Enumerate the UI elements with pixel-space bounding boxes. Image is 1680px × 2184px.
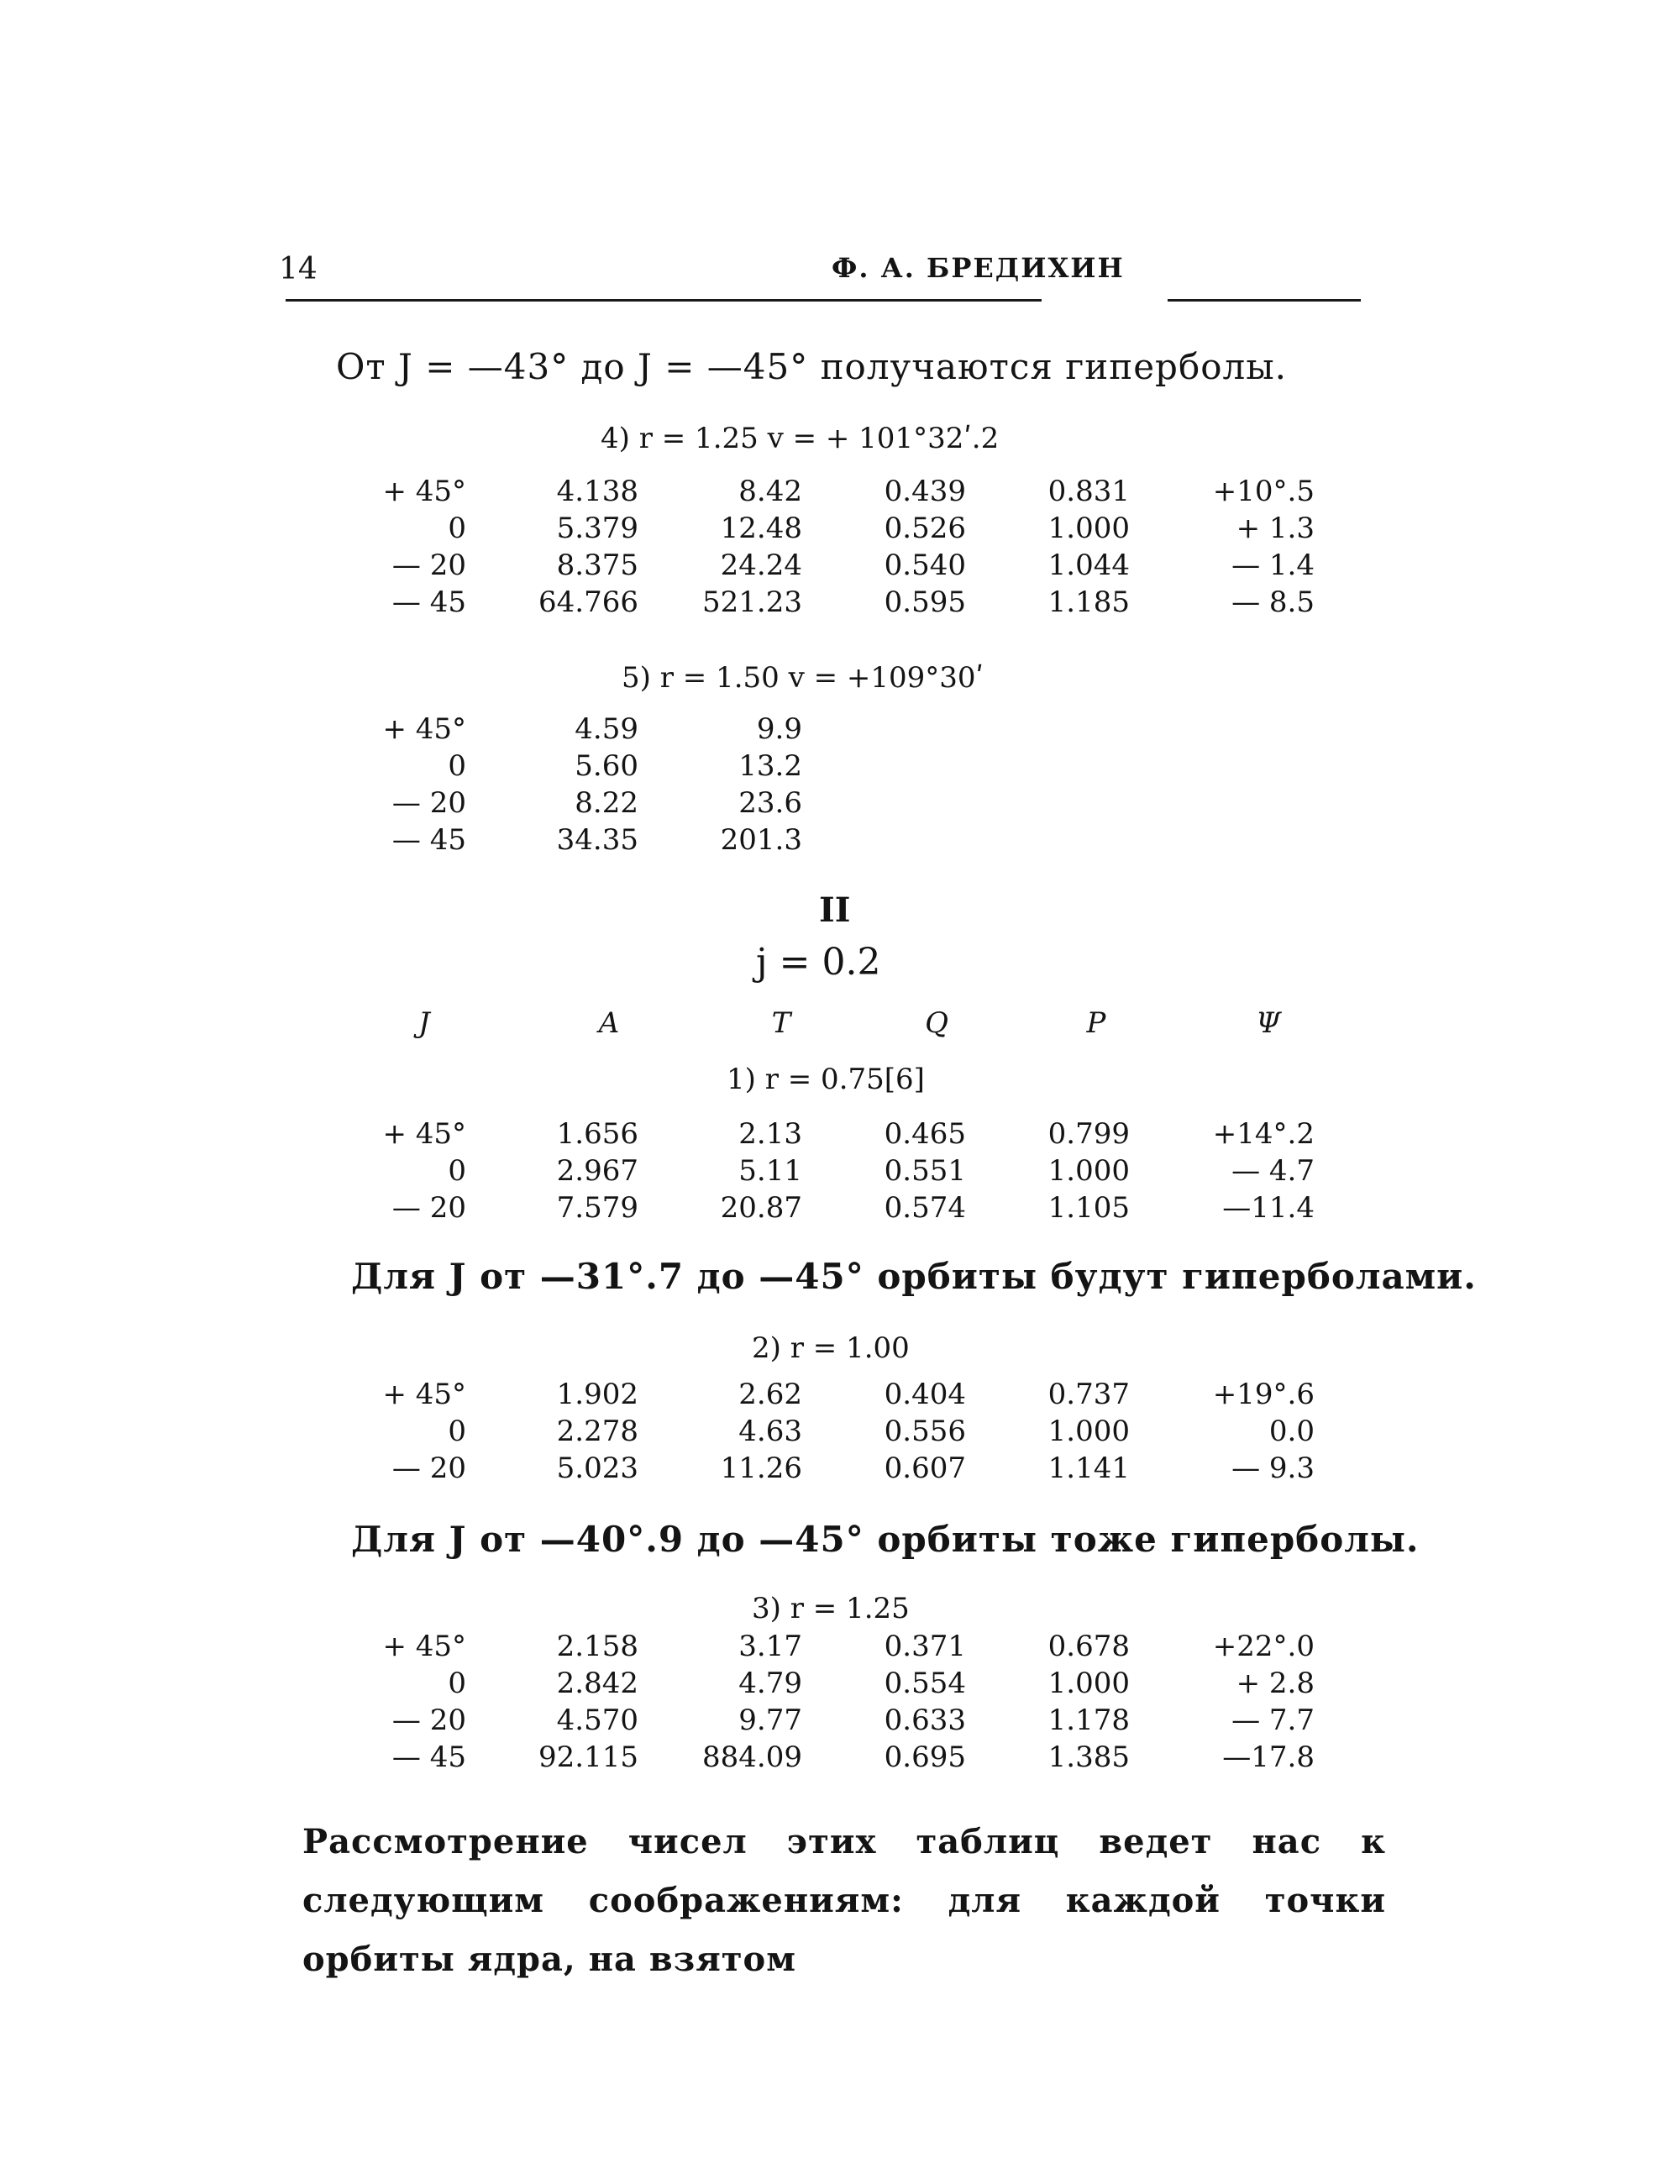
header-rule — [286, 299, 1042, 302]
table-cell: — 45 — [391, 585, 466, 619]
table-cell: 1.902 — [556, 1378, 638, 1411]
table-cell: 4.59 — [575, 712, 638, 746]
table-row — [0, 1191, 1680, 1228]
table-cell: — 45 — [391, 823, 466, 857]
table-cell: 7.579 — [556, 1191, 638, 1225]
table-row — [0, 1452, 1680, 1488]
table-cell: 2.842 — [556, 1667, 638, 1700]
table-cell: 0 — [448, 512, 466, 545]
table-cell: 4.570 — [556, 1704, 638, 1737]
note1: Для J от —31°.7 до —45° орбиты будут гиперболами. — [351, 1256, 1477, 1297]
table-cell: 0.526 — [884, 512, 966, 545]
column-header: T — [771, 1006, 791, 1040]
table-cell: 64.766 — [538, 585, 638, 619]
table-cell: 0.595 — [884, 585, 966, 619]
table5-caption: 5) r = 1.50 v = +109°30ʹ — [622, 661, 984, 695]
table-cell: 201.3 — [720, 823, 802, 857]
table-cell: — 8.5 — [1231, 585, 1315, 619]
closing-paragraph: Рассмотрение чисел этих таблиц ведет нас к следующим соображениям: для каждой точки орбиты ядра, на взятом — [302, 1822, 1386, 1979]
table2-caption: 2) r = 1.00 — [752, 1331, 910, 1365]
table-cell: +22°.0 — [1212, 1630, 1315, 1663]
j-value: j = 0.2 — [756, 941, 881, 984]
table-cell: 1.000 — [1047, 1667, 1130, 1700]
table-row — [0, 1378, 1680, 1415]
intro-line: От J = —43° до J = —45° получаются гиперболы. — [336, 346, 1287, 387]
table-cell: — 20 — [391, 1704, 466, 1737]
table-cell: 8.42 — [738, 475, 802, 508]
table-cell: —17.8 — [1222, 1740, 1315, 1774]
table1-caption: 1) r = 0.75[6] — [727, 1063, 925, 1096]
table-row — [0, 585, 1680, 622]
table-cell: + 45° — [382, 1630, 466, 1663]
table-cell: 5.11 — [738, 1154, 802, 1188]
table-cell: 4.79 — [738, 1667, 802, 1700]
table-cell: 2.278 — [556, 1415, 638, 1448]
table-cell: 2.13 — [738, 1117, 802, 1151]
note2: Для J от —40°.9 до —45° орбиты тоже гиперболы. — [351, 1519, 1420, 1560]
table-row — [0, 1415, 1680, 1452]
table-cell: — 45 — [391, 1740, 466, 1774]
table-cell: 0.695 — [884, 1740, 966, 1774]
table-cell: 0.678 — [1047, 1630, 1130, 1663]
table-cell: 1.000 — [1047, 1415, 1130, 1448]
table-cell: 1.044 — [1047, 549, 1130, 582]
column-header: J — [418, 1006, 430, 1040]
table-cell: 8.22 — [575, 786, 638, 820]
table-cell: 13.2 — [738, 749, 802, 783]
table-cell: +14°.2 — [1212, 1117, 1315, 1151]
table-cell: + 45° — [382, 1378, 466, 1411]
table-cell: 4.138 — [556, 475, 638, 508]
table-cell: 0 — [448, 1667, 466, 1700]
table-cell: 34.35 — [556, 823, 638, 857]
table-cell: +19°.6 — [1212, 1378, 1315, 1411]
table-cell: 23.6 — [738, 786, 802, 820]
table-row — [0, 1704, 1680, 1740]
table-cell: 2.967 — [556, 1154, 638, 1188]
table-cell: 0.737 — [1047, 1378, 1130, 1411]
table-row — [0, 823, 1680, 860]
table-cell: 0 — [448, 1415, 466, 1448]
table-cell: — 4.7 — [1231, 1154, 1315, 1188]
table-cell: 0.633 — [884, 1704, 966, 1737]
table-row — [0, 1667, 1680, 1704]
table-cell: 20.87 — [720, 1191, 802, 1225]
table-cell: 0.799 — [1047, 1117, 1130, 1151]
table-row — [0, 549, 1680, 585]
table-cell: 9.9 — [756, 712, 802, 746]
table-row — [0, 712, 1680, 749]
table-cell: + 2.8 — [1236, 1667, 1315, 1700]
table-cell: — 20 — [391, 786, 466, 820]
table-cell: 92.115 — [538, 1740, 638, 1774]
table-cell: 1.185 — [1047, 585, 1130, 619]
table-cell: — 1.4 — [1231, 549, 1315, 582]
column-header: Q — [925, 1006, 948, 1040]
section-title: II — [819, 890, 851, 930]
table-cell: 11.26 — [720, 1452, 802, 1485]
table-cell: — 20 — [391, 1191, 466, 1225]
running-title: Ф. А. БРЕДИХИН — [832, 252, 1125, 284]
table-cell: 0.831 — [1047, 475, 1130, 508]
table-cell: 0 — [448, 1154, 466, 1188]
table-cell: 1.385 — [1047, 1740, 1130, 1774]
column-header: P — [1086, 1006, 1106, 1040]
table-cell: 1.141 — [1047, 1452, 1130, 1485]
table-cell: 1.178 — [1047, 1704, 1130, 1737]
table-cell: 0.554 — [884, 1667, 966, 1700]
table-row — [0, 512, 1680, 549]
table-cell: 0.439 — [884, 475, 966, 508]
table-cell: 1.105 — [1047, 1191, 1130, 1225]
table-cell: — 9.3 — [1231, 1452, 1315, 1485]
table-cell: 0.551 — [884, 1154, 966, 1188]
table-row — [0, 1630, 1680, 1667]
table-row — [0, 749, 1680, 786]
table-cell: — 20 — [391, 1452, 466, 1485]
table-cell: — 20 — [391, 549, 466, 582]
table-cell: 5.023 — [556, 1452, 638, 1485]
table-cell: 1.000 — [1047, 512, 1130, 545]
table-cell: + 45° — [382, 475, 466, 508]
table-cell: 9.77 — [738, 1704, 802, 1737]
table-row — [0, 475, 1680, 512]
table3-caption: 3) r = 1.25 — [752, 1592, 910, 1625]
column-header: Ψ — [1256, 1006, 1281, 1040]
table-row — [0, 1117, 1680, 1154]
table-cell: 5.60 — [575, 749, 638, 783]
table-cell: 884.09 — [702, 1740, 802, 1774]
table-row — [0, 1154, 1680, 1191]
table-row — [0, 1740, 1680, 1777]
table-cell: 0.404 — [884, 1378, 966, 1411]
table-cell: 3.17 — [738, 1630, 802, 1663]
table-cell: 0.574 — [884, 1191, 966, 1225]
table-cell: + 1.3 — [1236, 512, 1315, 545]
table-row — [0, 786, 1680, 823]
table-cell: 521.23 — [702, 585, 802, 619]
table-cell: 5.379 — [556, 512, 638, 545]
header-rule-right — [1168, 299, 1361, 302]
table4-caption: 4) r = 1.25 v = + 101°32ʹ.2 — [601, 422, 1000, 455]
column-header: A — [598, 1006, 620, 1040]
table-cell: 2.158 — [556, 1630, 638, 1663]
table-cell: 12.48 — [720, 512, 802, 545]
table-cell: 1.656 — [556, 1117, 638, 1151]
table-cell: + 45° — [382, 1117, 466, 1151]
table-cell: 1.000 — [1047, 1154, 1130, 1188]
page-number: 14 — [279, 252, 318, 286]
table-cell: 0.0 — [1268, 1415, 1315, 1448]
table-cell: + 45° — [382, 712, 466, 746]
table-cell: 0.371 — [884, 1630, 966, 1663]
table-cell: +10°.5 — [1212, 475, 1315, 508]
table-cell: 0 — [448, 749, 466, 783]
table-cell: 0.540 — [884, 549, 966, 582]
table-cell: 0.556 — [884, 1415, 966, 1448]
table-cell: 8.375 — [556, 549, 638, 582]
table-cell: —11.4 — [1222, 1191, 1315, 1225]
table-cell: 0.607 — [884, 1452, 966, 1485]
table-cell: 4.63 — [738, 1415, 802, 1448]
table-cell: 0.465 — [884, 1117, 966, 1151]
table-cell: — 7.7 — [1231, 1704, 1315, 1737]
table-cell: 24.24 — [720, 549, 802, 582]
table-cell: 2.62 — [738, 1378, 802, 1411]
